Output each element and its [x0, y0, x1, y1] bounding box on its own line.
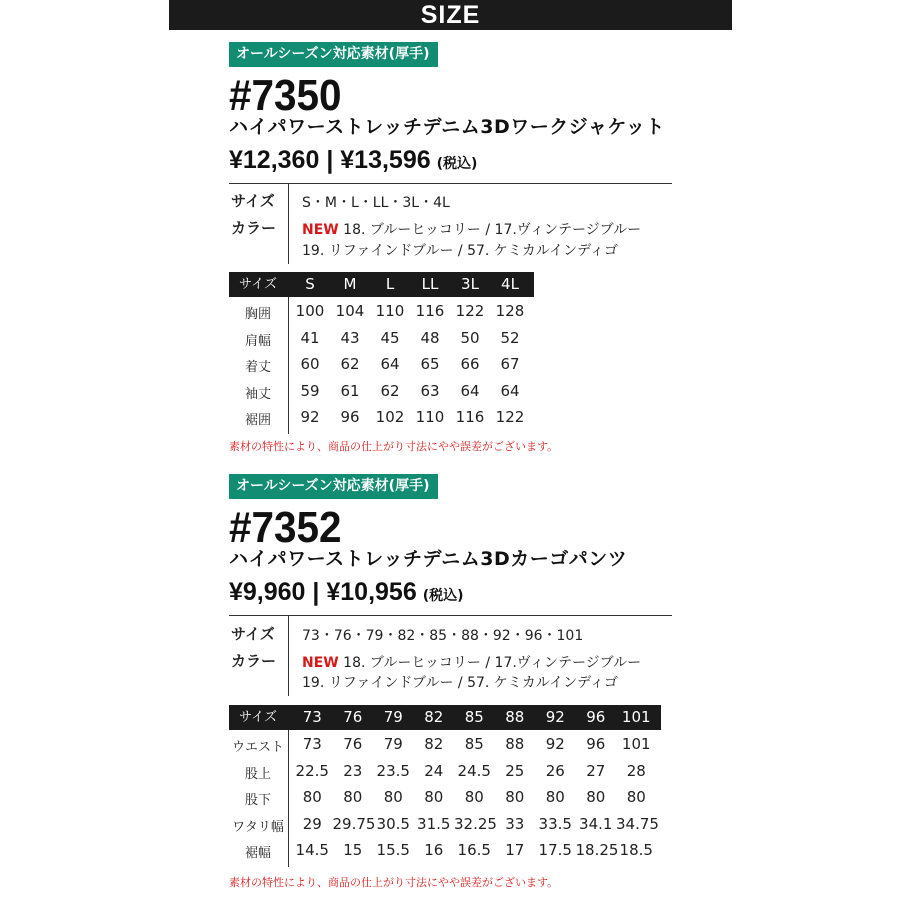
- table-cell: 27: [586, 761, 606, 780]
- table-divider: [288, 297, 289, 434]
- table-cell: 33: [505, 814, 525, 833]
- colors-line-1: [302, 219, 641, 239]
- table-cell: 116: [455, 408, 485, 426]
- spec-divider: [288, 184, 289, 264]
- size-note: 素材の特性により、商品の仕上がり寸法にやや誤差がございます。: [229, 876, 559, 889]
- color-label: カラー: [231, 219, 277, 237]
- table-cell: 66: [460, 355, 480, 373]
- table-cell: 85: [464, 735, 484, 753]
- table-row-label: 股下: [244, 793, 271, 808]
- table-cell: 61: [340, 381, 360, 400]
- table-cell: 60: [300, 355, 320, 373]
- price-text: ¥12,360 | ¥13,596: [229, 146, 431, 174]
- table-cell: 26: [545, 761, 565, 780]
- table-cell: 101: [621, 735, 651, 753]
- table-cell: 80: [343, 788, 363, 806]
- table-column-header: 3L: [461, 275, 479, 293]
- table-corner-label: サイズ: [239, 277, 277, 292]
- table-cell: 29.75: [332, 814, 376, 833]
- table-cell: 63: [420, 381, 440, 400]
- table-cell: 33.5: [538, 814, 572, 833]
- table-column-header: M: [343, 275, 357, 293]
- table-column-header: 79: [383, 708, 403, 726]
- table-column-header: 101: [621, 708, 651, 726]
- table-cell: 64: [380, 355, 400, 373]
- table-row-label: 裾幅: [244, 846, 271, 861]
- material-badge: オールシーズン対応素材(厚手): [229, 474, 438, 499]
- colors-line-1: [302, 652, 641, 672]
- table-cell: 102: [375, 408, 405, 426]
- table-cell: 80: [626, 788, 646, 806]
- table-cell: 116: [415, 302, 445, 320]
- table-column-header: 88: [505, 708, 525, 726]
- table-row-label: 肩幅: [244, 333, 271, 349]
- table-cell: 16.5: [457, 841, 491, 859]
- material-badge: オールシーズン対応素材(厚手): [229, 42, 438, 67]
- new-label: NEW: [302, 655, 339, 671]
- table-header-row: [229, 705, 661, 730]
- table-cell: 122: [455, 302, 485, 320]
- table-cell: 62: [340, 355, 360, 373]
- table-cell: 65: [420, 355, 440, 373]
- table-cell: 80: [545, 788, 565, 806]
- table-cell: 104: [335, 302, 365, 320]
- sizes-list: S・M・L・LL・3L・4L: [302, 195, 450, 211]
- table-column-header: S: [305, 275, 315, 293]
- table-row-label: 着丈: [244, 360, 271, 375]
- table-cell: 110: [375, 302, 405, 320]
- table-cell: 43: [340, 328, 360, 347]
- product-name: ハイパワーストレッチデニム3Dワークジャケット: [229, 116, 665, 138]
- table-cell: 24: [424, 761, 444, 780]
- size-label: サイズ: [231, 625, 275, 643]
- table-cell: 16: [424, 841, 444, 859]
- table-column-header: 82: [424, 708, 444, 726]
- table-cell: 22.5: [295, 761, 329, 780]
- table-column-header: 96: [586, 708, 606, 726]
- product-price: [229, 146, 477, 178]
- table-cell: 88: [505, 735, 525, 753]
- price-text: ¥9,960 | ¥10,956: [229, 578, 417, 606]
- table-cell: 80: [424, 788, 444, 806]
- table-column-header: 4L: [501, 275, 519, 293]
- table-cell: 110: [415, 408, 445, 426]
- tax-label: (税込): [436, 156, 478, 172]
- table-cell: 122: [495, 408, 525, 426]
- table-cell: 79: [383, 735, 403, 753]
- table-cell: 29: [302, 814, 322, 833]
- product-code: #7350: [229, 71, 342, 120]
- table-cell: 80: [586, 788, 606, 806]
- table-column-header: L: [385, 275, 395, 293]
- size-label: サイズ: [231, 192, 275, 210]
- table-cell: 32.25: [454, 814, 497, 833]
- table-cell: 14.5: [295, 841, 329, 859]
- colors-line-2: 19. リファインドブルー / 57. ケミカルインディゴ: [302, 675, 618, 691]
- table-column-header: 85: [464, 708, 484, 726]
- table-cell: 76: [343, 735, 363, 753]
- table-cell: 80: [383, 788, 403, 806]
- table-cell: 96: [586, 735, 606, 753]
- table-cell: 59: [300, 381, 320, 400]
- colors-text: 18. ブルーヒッコリー / 17.ヴィンテージブルー: [338, 222, 642, 238]
- table-cell: 64: [460, 381, 480, 400]
- divider: [229, 183, 672, 184]
- table-cell: 100: [295, 302, 325, 320]
- table-cell: 48: [420, 328, 440, 347]
- table-column-header: 76: [343, 708, 363, 726]
- table-corner-label: サイズ: [239, 710, 277, 725]
- table-cell: 128: [495, 302, 525, 320]
- table-cell: 24.5: [457, 761, 491, 780]
- table-row-label: 股上: [244, 766, 271, 782]
- table-cell: 82: [424, 735, 444, 753]
- sizes-list: 73・76・79・82・85・88・92・96・101: [302, 628, 584, 644]
- table-cell: 50: [460, 328, 480, 347]
- table-row-label: ウエスト: [231, 740, 284, 755]
- table-column-header: LL: [421, 275, 439, 293]
- table-cell: 18.5: [619, 841, 653, 859]
- table-header-row: [229, 272, 534, 297]
- table-cell: 28: [626, 761, 646, 780]
- table-cell: 64: [500, 381, 520, 400]
- table-cell: 45: [380, 328, 400, 347]
- size-header: SIZE: [169, 0, 732, 30]
- table-cell: 96: [340, 408, 360, 426]
- table-column-header: 92: [545, 708, 565, 726]
- table-cell: 34.75: [616, 814, 659, 833]
- table-cell: 15.5: [376, 841, 410, 859]
- table-cell: 30.5: [376, 814, 410, 833]
- spec-divider: [288, 616, 289, 696]
- tax-label: (税込): [422, 588, 464, 604]
- table-column-header: 73: [302, 708, 322, 726]
- table-cell: 41: [300, 328, 320, 347]
- table-cell: 18.25: [575, 841, 619, 859]
- table-row-label: 胸囲: [244, 307, 271, 322]
- size-note: 素材の特性により、商品の仕上がり寸法にやや誤差がございます。: [229, 440, 559, 453]
- colors-text: 18. ブルーヒッコリー / 17.ヴィンテージブルー: [338, 655, 642, 671]
- colors-line-2: 19. リファインドブルー / 57. ケミカルインディゴ: [302, 243, 618, 259]
- table-cell: 52: [500, 328, 520, 347]
- divider: [229, 615, 672, 616]
- color-label: カラー: [231, 652, 277, 670]
- table-cell: 17.5: [538, 841, 572, 859]
- table-cell: 80: [464, 788, 484, 806]
- table-cell: 92: [300, 408, 320, 426]
- table-row-label: 裾囲: [244, 413, 271, 428]
- product-price: [229, 578, 464, 610]
- product-name: ハイパワーストレッチデニム3Dカーゴパンツ: [229, 548, 628, 570]
- table-row-label: ワタリ幅: [232, 819, 284, 835]
- table-cell: 73: [302, 735, 322, 753]
- table-cell: 67: [500, 355, 520, 373]
- table-cell: 17: [505, 841, 525, 859]
- table-cell: 80: [302, 788, 322, 806]
- table-cell: 15: [343, 841, 363, 859]
- table-cell: 92: [545, 735, 565, 753]
- table-cell: 34.1: [579, 814, 613, 833]
- table-cell: 80: [505, 788, 525, 806]
- table-row-label: 袖丈: [244, 386, 271, 402]
- table-cell: 31.5: [417, 814, 451, 833]
- table-divider: [288, 730, 289, 867]
- table-cell: 62: [380, 381, 400, 400]
- new-label: NEW: [302, 222, 339, 238]
- table-cell: 23: [343, 761, 363, 780]
- product-code: #7352: [229, 503, 342, 552]
- table-cell: 23.5: [376, 761, 410, 780]
- table-cell: 25: [505, 761, 525, 780]
